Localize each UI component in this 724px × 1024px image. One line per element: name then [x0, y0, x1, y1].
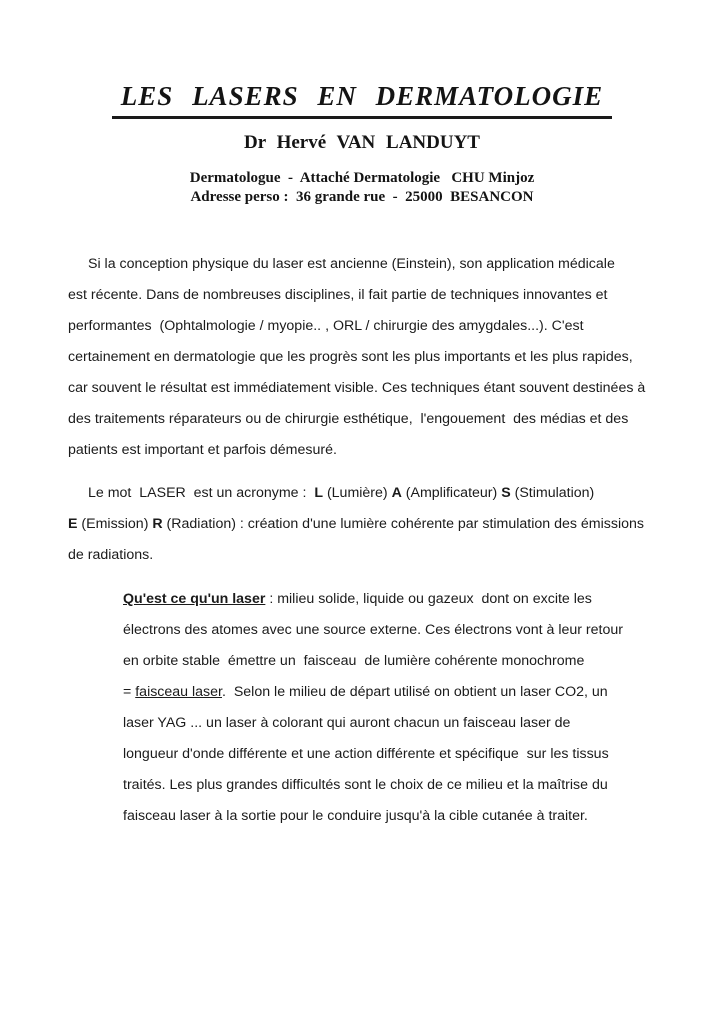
document-header — [0, 0, 724, 207]
text-segment: : milieu solide, liquide ou gazeux dont on excite les — [265, 590, 592, 607]
text-line — [123, 708, 704, 739]
text-segment: faisceau laser à la sortie pour le conduire jusqu'à la cible cutanée à traiter. — [123, 807, 588, 824]
text-segment: faisceau laser — [135, 683, 222, 700]
affiliation-block — [0, 169, 724, 207]
text-segment: E — [68, 515, 78, 532]
text-segment: électrons des atomes avec une source externe. Ces électrons vont à leur retour — [123, 621, 623, 638]
text-segment: (Radiation) : création d'une lumière cohérente par stimulation des émissions — [162, 515, 644, 532]
paragraph-laser-acronym — [68, 478, 704, 571]
text-line — [123, 584, 704, 615]
text-segment: L — [314, 484, 323, 501]
text-line — [68, 280, 704, 311]
text-line — [68, 342, 704, 373]
document-title: LES LASERS EN DERMATOLOGIE — [112, 82, 612, 119]
paragraph-laser-definition — [123, 584, 704, 832]
text-segment: S — [501, 484, 511, 501]
text-segment: (Stimulation) — [510, 484, 595, 501]
text-line — [68, 404, 704, 435]
text-segment: traités. Les plus grandes difficultés sont le choix de ce milieu et la maîtrise du — [123, 776, 608, 793]
text-segment: (Lumière) — [323, 484, 392, 501]
text-segment: performantes (Ophtalmologie / myopie.. , ORL / chirurgie des amygdales...). C'est — [68, 317, 584, 334]
text-segment: de radiations. — [68, 546, 154, 563]
text-segment: Qu'est ce qu'un laser — [123, 590, 266, 607]
text-line — [68, 540, 704, 571]
text-line — [123, 770, 704, 801]
text-segment: certainement en dermatologie que les progrès sont les plus importants et les plus rapides, — [68, 348, 633, 365]
text-segment: car souvent le résultat est immédiatement visible. Ces techniques étant souvent destinées à — [68, 379, 646, 396]
text-segment: . Selon le milieu de départ utilisé on obtient un laser CO2, un — [222, 683, 608, 700]
text-segment: longueur d'onde différente et une action différente et spécifique sur les tissus — [123, 745, 609, 762]
text-line — [68, 249, 704, 280]
text-segment: R — [152, 515, 163, 532]
text-line — [68, 435, 704, 466]
text-segment: A — [391, 484, 402, 501]
text-line — [123, 801, 704, 832]
text-line — [68, 509, 704, 540]
text-segment: (Amplificateur) — [401, 484, 502, 501]
text-line — [68, 478, 704, 509]
paragraph-intro — [68, 249, 704, 466]
text-segment: laser YAG ... un laser à colorant qui auront chacun un faisceau laser de — [123, 714, 571, 731]
text-line — [123, 677, 704, 708]
text-segment: = — [123, 683, 136, 700]
text-line — [123, 646, 704, 677]
document-body — [0, 249, 724, 832]
text-segment: Si la conception physique du laser est ancienne (Einstein), son application médicale — [88, 255, 615, 272]
text-segment: (Emission) — [77, 515, 153, 532]
text-segment: patients est important et parfois démesuré. — [68, 441, 337, 458]
text-segment: est récente. Dans de nombreuses disciplines, il fait partie de techniques innovantes et — [68, 286, 608, 303]
text-line — [123, 739, 704, 770]
affiliation-line: Dermatologue - Attaché Dermatologie CHU Minjoz — [189, 169, 535, 186]
text-line — [68, 373, 704, 404]
author-name: Dr Hervé VAN LANDUYT — [244, 131, 480, 153]
text-line — [68, 311, 704, 342]
text-segment: en orbite stable émettre un faisceau de lumière cohérente monochrome — [123, 652, 585, 669]
text-segment: Le mot LASER est un acronyme : — [88, 484, 315, 501]
text-segment: des traitements réparateurs ou de chirurgie esthétique, l'engouement des médias et des — [68, 410, 629, 427]
text-line — [123, 615, 704, 646]
address-line: Adresse perso : 36 grande rue - 25000 BESANCON — [190, 188, 534, 205]
